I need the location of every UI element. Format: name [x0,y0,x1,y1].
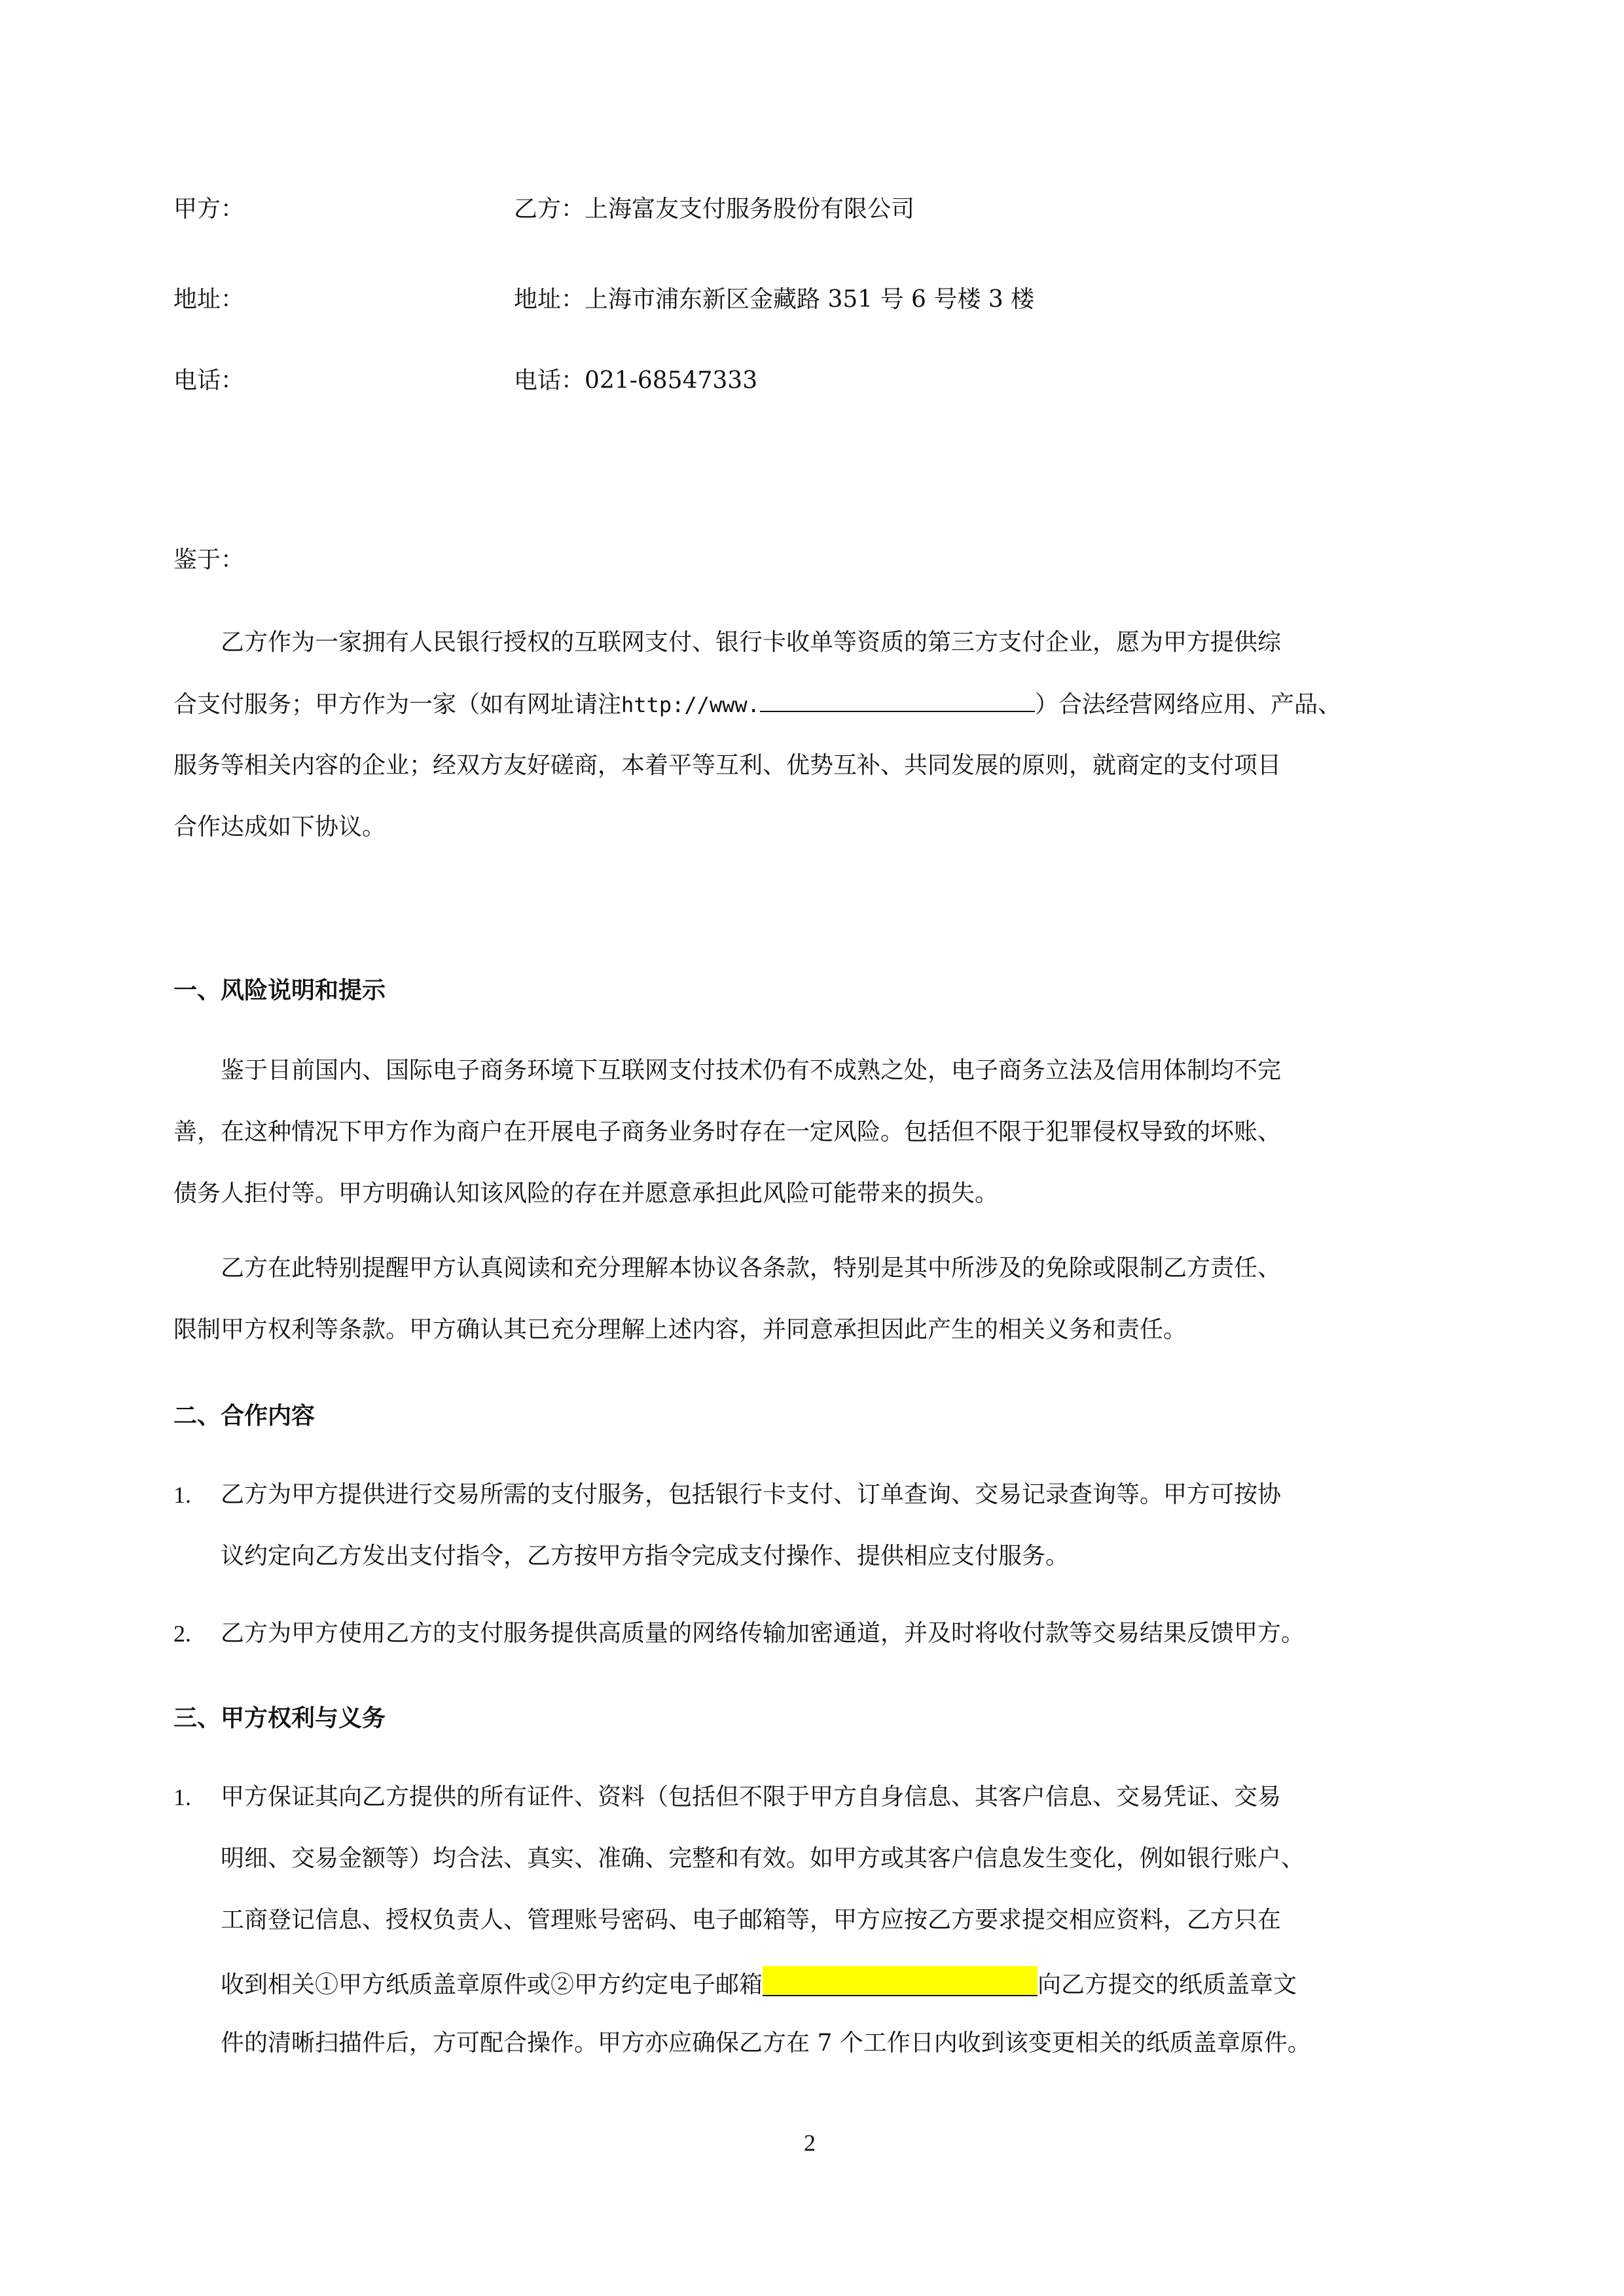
section-2-item-2-number: 2. [173,1621,191,1647]
section-3-item-1-line-5: 件的清晰扫描件后，方可配合操作。甲方亦应确保乙方在 7 个工作日内收到该变更相关的纸质盖章原件。 [221,2030,1311,2056]
section-1-p1-line-3: 债务人拒付等。甲方明确认知该风险的存在并愿意承担此风险可能带来的损失。 [173,1180,999,1207]
section-1-title: 一、风险说明和提示 [173,977,386,1004]
page-number: 2 [804,2130,816,2156]
section-3-item-1-line-4-end: 向乙方提交的纸质盖章文 [1038,1971,1297,1998]
section-1-p2-line-2: 限制甲方权利等条款。甲方确认其已充分理解上述内容，并同意承担因此产生的相关义务和责任。 [173,1316,1187,1343]
section-2-item-1-line-2: 议约定向乙方发出支付指令，乙方按甲方指令完成支付操作、提供相应支付服务。 [221,1543,1070,1570]
preamble-line-1: 乙方作为一家拥有人民银行授权的互联网支付、银行卡收单等资质的第三方支付企业，愿为甲方提供综 [221,629,1282,656]
preamble-line-2-start: 合支付服务；甲方作为一家（如有网址请注 [173,691,622,718]
section-3-item-1-line-4 [221,1966,1297,2001]
section-2-title: 二、合作内容 [173,1403,316,1429]
preamble-line-2-end: ）合法经营网络应用、产品、 [1034,691,1341,718]
address-a-label: 地址： [173,286,245,313]
section-2-item-2-line-1: 乙方为甲方使用乙方的支付服务提供高质量的网络传输加密通道，并及时将收付款等交易结果反馈甲方。 [221,1620,1305,1647]
section-3-item-1-line-3: 工商登记信息、授权负责人、管理账号密码、电子邮箱等，甲方应按乙方要求提交相应资料，乙方只在 [221,1907,1282,1933]
party-a-label: 甲方： [173,196,245,223]
preamble-line-4: 合作达成如下协议。 [173,814,386,840]
party-b-name: 乙方：上海富友支付服务股份有限公司 [514,196,915,223]
section-1-p1-line-2: 善，在这种情况下甲方作为商户在开展电子商务业务时存在一定风险。包括但不限于犯罪侵权导致的坏账、 [173,1119,1282,1145]
section-3-item-1-line-4-start: 收到相关①甲方纸质盖章原件或②甲方约定电子邮箱 [221,1971,763,1998]
section-3-title: 三、甲方权利与义务 [173,1705,386,1732]
website-blank-field[interactable] [760,689,1035,712]
section-2-item-1-line-1: 乙方为甲方提供进行交易所需的支付服务，包括银行卡支付、订单查询、交易记录查询等。甲方可按协 [221,1481,1282,1508]
section-3-item-1-number: 1. [173,1784,191,1810]
section-1-p2-line-1: 乙方在此特别提醒甲方认真阅读和充分理解本协议各条款，特别是其中所涉及的免除或限制乙方责任、 [221,1255,1282,1282]
address-b: 地址：上海市浦东新区金藏路 351 号 6 号楼 3 楼 [514,286,1035,313]
section-2-item-1-number: 1. [173,1482,191,1508]
whereas-label: 鉴于： [173,547,245,573]
email-blank-field[interactable] [763,1966,1038,1996]
section-1-p1-line-1: 鉴于目前国内、国际电子商务环境下互联网支付技术仍有不成熟之处，电子商务立法及信用体制均不完 [221,1057,1282,1084]
phone-a-label: 电话： [173,367,245,394]
section-3-item-1-line-1: 甲方保证其向乙方提供的所有证件、资料（包括但不限于甲方自身信息、其客户信息、交易凭证、交易 [221,1784,1282,1810]
preamble-line-2 [173,689,1341,721]
preamble-line-3: 服务等相关内容的企业；经双方友好磋商，本着平等互利、优势互补、共同发展的原则，就商定的支付项目 [173,752,1282,779]
phone-b: 电话：021-68547333 [514,367,758,394]
website-prefix: http://www. [621,692,760,717]
section-3-item-1-line-2: 明细、交易金额等）均合法、真实、准确、完整和有效。如甲方或其客户信息发生变化，例如银行账户、 [221,1845,1305,1872]
